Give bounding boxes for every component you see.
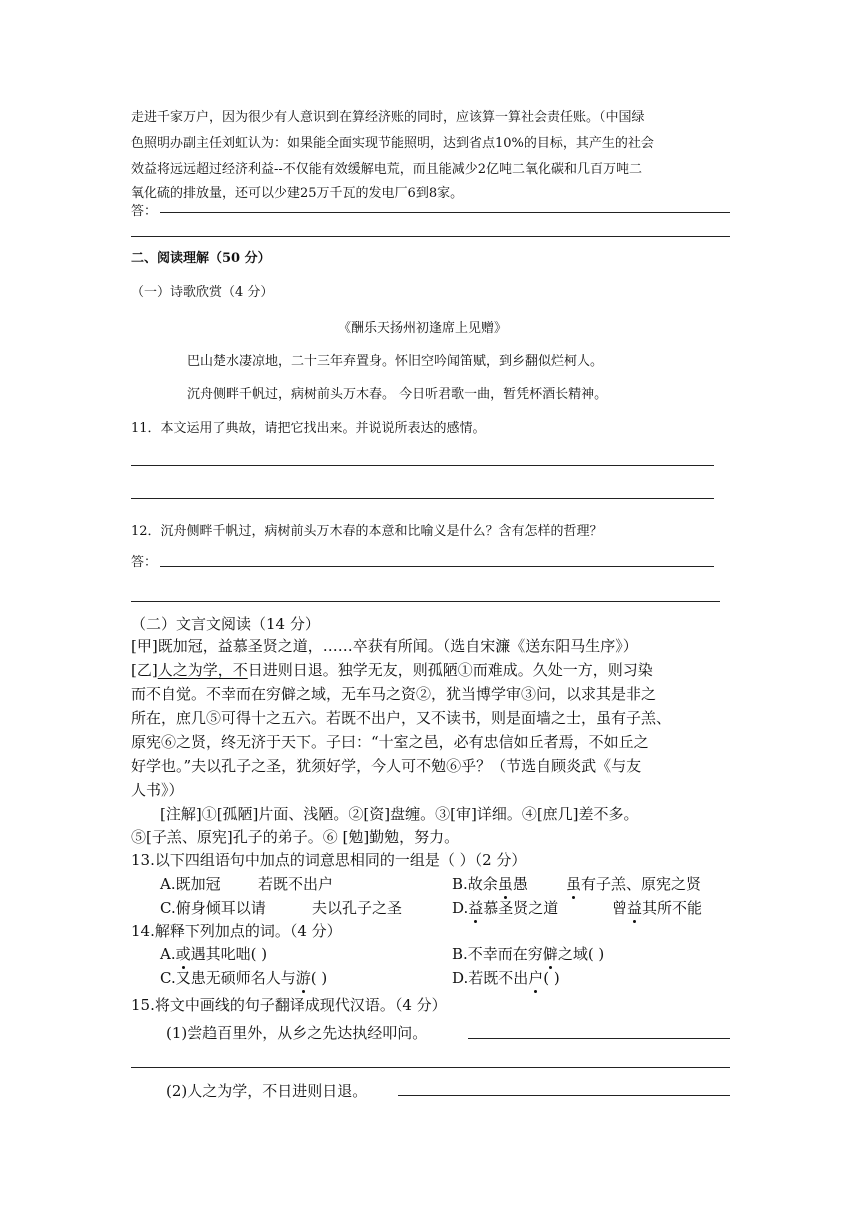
q13-b2-text: 有子羔、原宪之贤	[581, 875, 702, 893]
q13-option-a-1: A.既加冠	[160, 875, 221, 893]
q15-item-1: (1)尝趋百里外，从乡之先达执经叩问。	[166, 1024, 428, 1042]
intro-line-1: 走进千家万户，因为很少有人意识到在算经济账的同时，应该算一算社会责任账。（中国绿	[131, 110, 645, 125]
q14-b-dotted: 僻	[542, 945, 558, 963]
q14-b-blank[interactable]: 之域( )	[557, 945, 605, 963]
q11-answer-line-2[interactable]	[131, 498, 714, 499]
question-14: 14.解释下列加点的词。（4 分）	[131, 922, 342, 940]
q13-d2-text-end: 其所不能	[642, 899, 703, 917]
passage-yi-line-4: 原宪⑥之贤，终无济于天下。子曰：“十室之邑，必有忠信如丘者焉，不如丘之	[131, 733, 649, 751]
q14-d-text: D.若既不出	[452, 969, 529, 987]
classical-heading: （二）文言文阅读（14 分）	[131, 615, 320, 633]
q13-b-text-end: 愚	[512, 875, 528, 893]
intro-answer-label: 答：	[131, 204, 158, 219]
passage-yi-line-5: 好学也。”夫以孔子之圣，犹须好学，今人可不勉⑥乎？（节选自顾炎武《与友	[131, 757, 642, 775]
q13-option-c-2: 夫以孔子之圣	[312, 899, 403, 917]
q13-d-text-end: 慕圣贤之道	[483, 899, 559, 917]
q13-b2-dotted: 虽	[566, 875, 582, 893]
q14-option-c	[160, 967, 327, 988]
notes-line-2: ⑤[子羔、原宪]孔子的弟子。⑥ [勉]勤勉，努力。	[131, 828, 460, 846]
passage-yi-line-2: 而不自觉。不幸而在穷僻之域，无车马之资②，犹当博学审③问，以求其是非之	[131, 685, 657, 703]
q14-a-dotted: 或	[175, 945, 191, 963]
passage-yi-line-3: 所在，庶几⑤可得十之五六。若既不出户，又不读书，则是面墙之士，虽有子羔、	[131, 709, 672, 727]
poem-line-2: 沉舟侧畔千帆过，病树前头万木春。 今日听君歌一曲，暂凭杯酒长精神。	[187, 387, 608, 402]
q13-option-a-2: 若既不出户	[258, 875, 334, 893]
poem-title: 《酬乐天扬州初逢席上见赠》	[338, 321, 508, 336]
q13-d2-dotted: 益	[627, 899, 643, 917]
q13-d-text: D.	[452, 899, 469, 917]
q13-option-d-2	[612, 897, 702, 918]
q12-answer-line-2[interactable]	[131, 601, 720, 602]
question-15: 15.将文中画线的句子翻译成现代汉语。（4 分）	[131, 996, 447, 1014]
question-12: 12．沉舟侧畔千帆过，病树前头万木春的本意和比喻义是什么？含有怎样的哲理？	[131, 524, 603, 539]
q14-option-b	[452, 943, 604, 964]
q14-a-text: A.	[160, 945, 176, 963]
intro-line-4: 氧化硫的排放量，还可以少建25万千瓦的发电厂6到8家。	[131, 186, 464, 201]
question-11: 11．本文运用了典故，请把它找出来。并说说所表达的感情。	[131, 421, 486, 436]
q14-c-blank[interactable]: ( )	[310, 969, 328, 987]
q13-b-dotted: 虽	[497, 875, 513, 893]
q14-c-dotted: 游	[295, 969, 311, 987]
intro-line-2: 色照明办副主任刘虹认为：如果能全面实现节能照明，达到省点10%的目标，其产生的社会	[131, 136, 654, 151]
passage-yi-line-1	[131, 659, 653, 680]
q13-option-d-1	[452, 897, 558, 918]
q14-option-a	[160, 943, 267, 964]
q13-option-b-2	[566, 873, 701, 894]
section-heading: 二、阅读理解（50 分）	[131, 251, 271, 266]
q14-b-text: B.不幸而在穷	[452, 945, 543, 963]
q13-option-b-1	[452, 873, 528, 894]
question-13: 13.以下四组语句中加点的词意思相同的一组是（ ）（2 分）	[131, 851, 527, 869]
passage-yi-line-6: 人书》）	[131, 781, 184, 799]
q14-a-blank[interactable]: 遇其叱咄( )	[190, 945, 268, 963]
poem-line-1: 巴山楚水凄凉地，二十三年弃置身。怀旧空吟闻笛赋，到乡翻似烂柯人。	[187, 354, 604, 369]
q14-d-dotted: 户	[528, 969, 544, 987]
q15-1-answer-line-1[interactable]	[468, 1038, 730, 1039]
q11-answer-line-1[interactable]	[131, 465, 714, 466]
poetry-heading: （一）诗歌欣赏（4 分）	[131, 285, 274, 300]
q12-answer-label: 答：	[131, 555, 158, 570]
notes-line-1: [注解]①[孤陋]片面、浅陋。②[资]盘缠。③[审]详细。④[庶几]差不多。	[160, 805, 639, 823]
q12-answer-line-1[interactable]	[160, 566, 714, 567]
intro-line-3: 效益将远远超过经济利益--不仅能有效缓解电荒，而且能减少2亿吨二氧化碳和几百万吨二	[131, 162, 643, 177]
q13-d2-text: 曾	[612, 899, 628, 917]
passage-yi-prefix: [乙]	[131, 661, 158, 679]
q14-c-text: C.又患无硕师名人与	[160, 969, 296, 987]
passage-yi-rest: 日进则日退。独学无友，则孤陋①而难成。久处一方，则习染	[247, 661, 653, 679]
q15-1-answer-line-2[interactable]	[131, 1067, 730, 1068]
passage-jia: [甲]既加冠，益慕圣贤之道，……卒获有所闻。（选自宋濂《送东阳马生序》）	[131, 637, 638, 655]
q15-item-2: (2)人之为学，不日进则日退。	[166, 1082, 368, 1100]
q14-option-d	[452, 967, 560, 988]
intro-answer-line-2[interactable]	[131, 236, 730, 237]
intro-answer-line-1[interactable]	[160, 212, 730, 213]
q13-d-dotted: 益	[468, 899, 484, 917]
passage-yi-underlined: 人之为学，不	[157, 661, 248, 679]
q15-2-answer-line[interactable]	[398, 1095, 730, 1096]
q14-d-blank[interactable]: ( )	[543, 969, 560, 987]
q13-b-text: B.故余	[452, 875, 498, 893]
q13-option-c-1: C.俯身倾耳以请	[160, 899, 266, 917]
